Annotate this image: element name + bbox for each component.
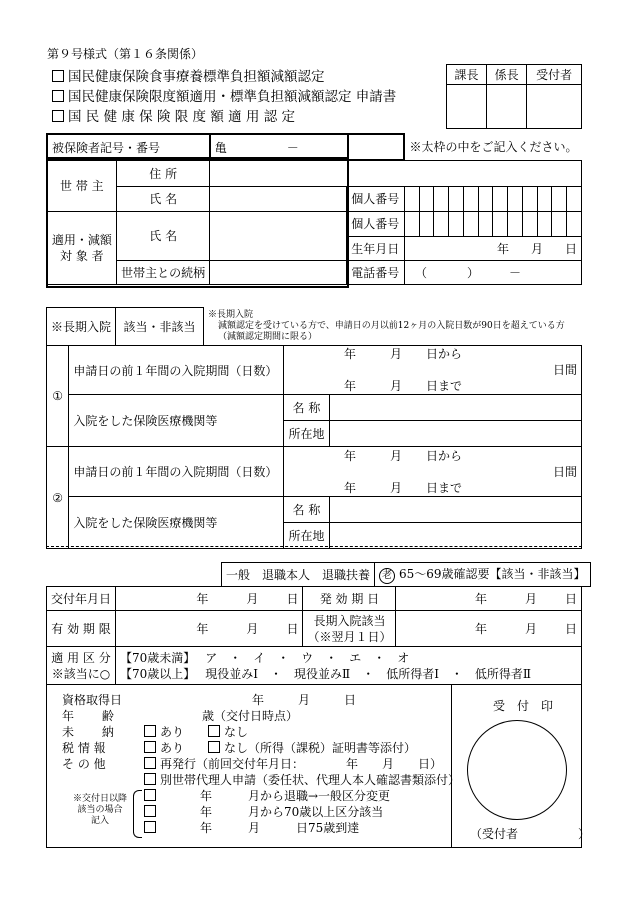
separator: [46, 546, 582, 547]
checkbox[interactable]: [144, 757, 156, 769]
checkbox[interactable]: [144, 821, 156, 833]
change-row-3: 年 月 日75歳到達: [144, 820, 359, 836]
stamp-circle[interactable]: [467, 720, 567, 820]
checkbox[interactable]: [144, 789, 156, 801]
stay-loc-field-1[interactable]: [329, 421, 581, 447]
stay-name-field-1[interactable]: [329, 395, 581, 421]
effective-field[interactable]: 年 月 日: [396, 587, 582, 611]
stamp-cell[interactable]: [527, 85, 582, 129]
qual-date-row: 資格取得日 年 月 日: [62, 693, 357, 707]
checkbox[interactable]: [52, 90, 64, 102]
insured-label: 被保険者記号・番号: [47, 134, 210, 160]
checkbox[interactable]: [208, 725, 220, 737]
checkbox[interactable]: [52, 110, 64, 122]
long-stay-label: ※長期入院: [47, 308, 116, 346]
title-option-3[interactable]: 国 民 健 康 保 険 限 度 額 適 用 認 定: [52, 108, 295, 126]
stay-hosp-label-2: 入院をした保険医療機関等: [69, 497, 284, 549]
stay-period-label-1: 申請日の前１年間の入院期間（日数）: [69, 346, 284, 395]
valid-field[interactable]: 年 月 日: [116, 611, 303, 647]
tax-row: 税 情 報 あり なし（所得（課税）証明書等添付）: [62, 741, 417, 755]
stay-period-label-2: 申請日の前１年間の入院期間（日数）: [69, 447, 284, 497]
stay-loc-label-2: 所在地: [283, 523, 329, 549]
stay-mark-2: ②: [47, 447, 69, 549]
long-stay-applicable-label: 長期入院該当 （※翌月１日）: [303, 611, 396, 647]
target-name-field[interactable]: [210, 211, 347, 260]
stay-period-field-1[interactable]: 年 月 日から 日間 年 月 日まで: [283, 346, 581, 395]
stay-loc-label-1: 所在地: [283, 421, 329, 447]
class-options[interactable]: 【70歳未満】 ア ・ イ ・ ウ ・ エ ・ オ 【70歳以上】 現役並みⅠ ・ 現役並みⅡ ・ 低所得者Ⅰ ・ 低所得者Ⅱ: [116, 647, 582, 685]
long-stay-applicable-field[interactable]: 年 月 日: [396, 611, 582, 647]
target-name-label: 氏 名: [117, 211, 210, 260]
stay-period-field-2[interactable]: 年 月 日から 日間 年 月 日まで: [283, 447, 581, 497]
checkbox[interactable]: [52, 70, 64, 82]
address-field[interactable]: [210, 160, 582, 186]
change-row-2: 年 月から70歳以上区分該当: [144, 804, 383, 820]
insured-number-field[interactable]: 亀 －: [210, 134, 405, 160]
change-row-1: 年 月から退職→一般区分変更: [144, 788, 390, 804]
checkbox[interactable]: [208, 741, 220, 753]
after-note: ※交付日以降 該当の場合 記入: [72, 794, 127, 826]
receiver-label: （受付者 ）: [470, 827, 591, 841]
approval-head-1: 課長: [447, 65, 487, 85]
approval-table: [446, 64, 582, 129]
form-number: 第９号様式（第１６条関係）: [47, 47, 204, 61]
brace: [133, 790, 142, 838]
applicant-table: [46, 133, 582, 285]
valid-label: 有 効 期 限: [47, 611, 116, 647]
category-options[interactable]: 一般 退職本人 退職扶養: [222, 563, 375, 587]
checkbox[interactable]: [144, 741, 156, 753]
personal-no-field[interactable]: [404, 186, 581, 211]
stay-mark-1: ①: [47, 346, 69, 447]
birth-field[interactable]: 年 月 日: [404, 236, 581, 260]
long-stay-choice[interactable]: 該当・非該当: [116, 308, 204, 346]
stay-name-label-1: 名 称: [283, 395, 329, 421]
stamp-cell[interactable]: [447, 85, 487, 129]
checkbox[interactable]: [144, 725, 156, 737]
address-label: 住 所: [117, 160, 210, 186]
stay-loc-field-2[interactable]: [329, 523, 581, 549]
approval-head-3: 受付者: [527, 65, 582, 85]
birth-label: 生年月日: [347, 236, 405, 260]
relation-label: 世帯主との続柄: [117, 260, 210, 284]
category-table: [221, 562, 591, 587]
office-table: [46, 586, 582, 685]
other-row: そ の 他 再発行（前回交付年月日： 年 月 日）: [62, 757, 443, 771]
thick-note: ※太枠の中をご記入ください。: [404, 134, 581, 160]
stamp-label: 受 付 印: [493, 699, 554, 713]
issue-date-label: 交付年月日: [47, 587, 116, 611]
stay-hosp-label-1: 入院をした保険医療機関等: [69, 395, 284, 447]
name-label: 氏 名: [117, 186, 210, 211]
unpaid-row: 未 納 あり なし: [62, 725, 249, 739]
phone-label: 電話番号: [347, 260, 405, 284]
stamp-cell[interactable]: [487, 85, 527, 129]
class-label: 適 用 区 分 ※該当に○: [47, 647, 116, 685]
approval-head-2: 係長: [487, 65, 527, 85]
effective-label: 発 効 期 日: [303, 587, 396, 611]
stay-name-field-2[interactable]: [329, 497, 581, 523]
householder-label: 世 帯 主: [47, 160, 117, 211]
stay-name-label-2: 名 称: [283, 497, 329, 523]
personal-no-label: 個人番号: [347, 186, 405, 211]
long-stay-note: ※長期入院 減額認定を受けている方で、申請日の月以前12ヶ月の入院日数が90日を超えている方 （減額認定期間に限る）: [203, 308, 581, 346]
proxy-row: 別世帯代理人申請（委任状、代理人本人確認書類添付）: [144, 772, 460, 788]
phone-field[interactable]: （ ） －: [404, 260, 581, 284]
relation-field[interactable]: [210, 260, 347, 284]
long-stay-table: [46, 307, 582, 549]
rou-circle-icon: 老: [379, 568, 395, 584]
checkbox[interactable]: [144, 773, 156, 785]
name-field[interactable]: [210, 186, 347, 211]
title-option-1[interactable]: 国民健康保険食事療養標準負担額減額認定: [52, 68, 325, 86]
checkbox[interactable]: [144, 805, 156, 817]
target-personal-no-label: 個人番号: [347, 211, 405, 236]
target-label: 適用・減額 対 象 者: [47, 211, 117, 284]
rou-confirm[interactable]: 老 65～69歳確認要【該当・非該当】: [375, 563, 591, 587]
issue-date-field[interactable]: 年 月 日: [116, 587, 303, 611]
title-option-2[interactable]: 国民健康保険限度額適用・標準負担額減額認定 申請書: [52, 88, 396, 106]
bottom-divider: [451, 684, 452, 848]
age-row: 年 齢 歳（交付日時点）: [62, 709, 299, 723]
target-personal-no-field[interactable]: [404, 211, 581, 236]
